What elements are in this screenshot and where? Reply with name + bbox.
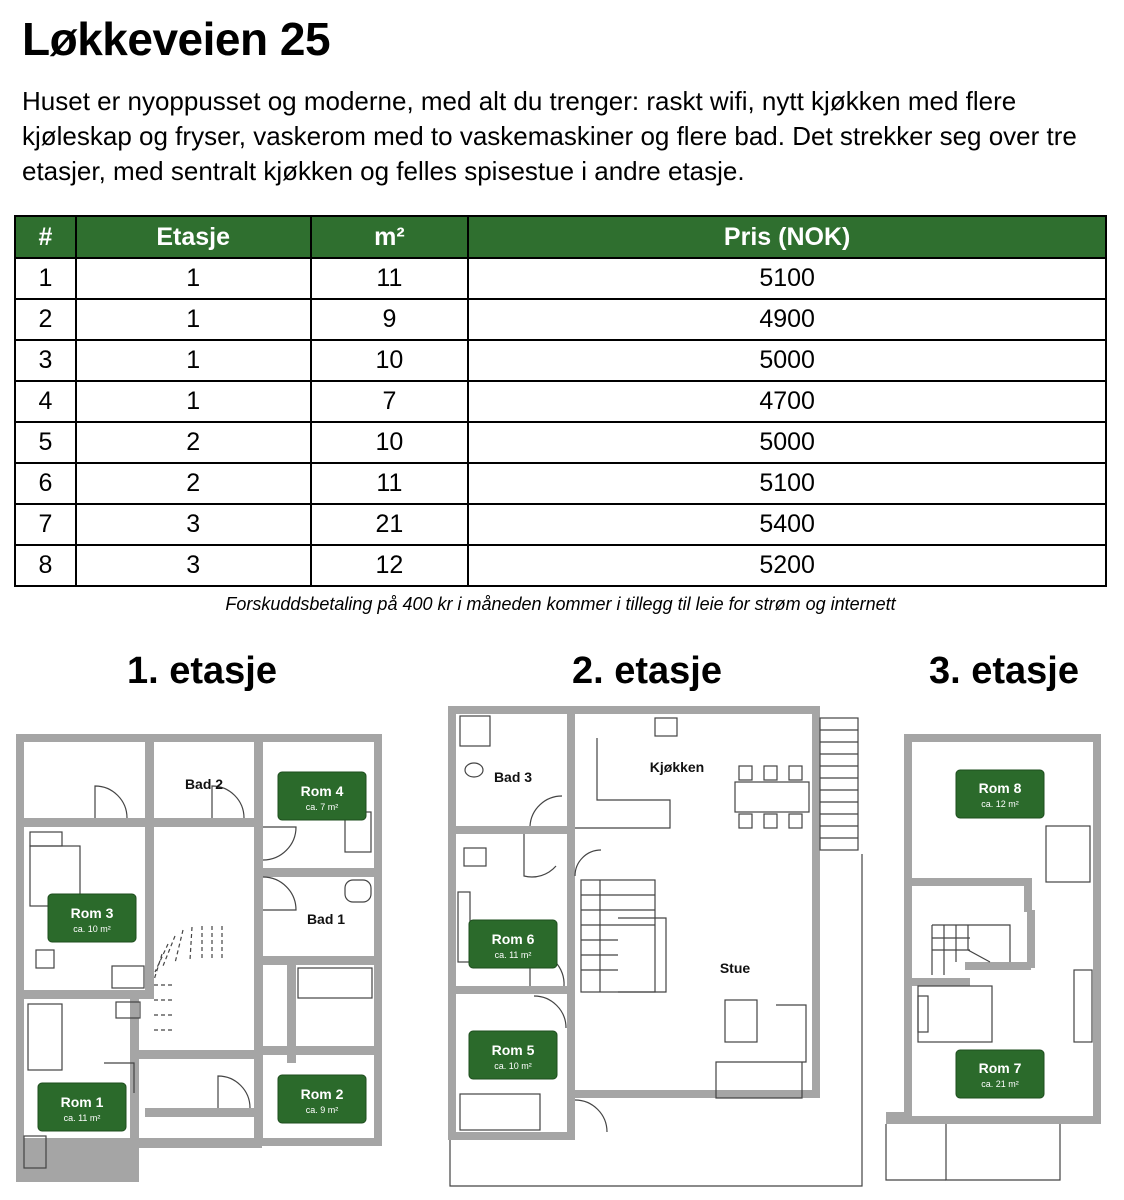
cell-price: 5000	[468, 340, 1106, 381]
cell-area: 11	[311, 258, 469, 299]
room-name: Rom 5	[491, 1042, 535, 1058]
room-area: ca. 10 m²	[494, 1061, 532, 1071]
room-label-rom4	[278, 772, 366, 820]
room-name: Rom 7	[978, 1060, 1022, 1076]
stairs-icon	[581, 880, 666, 992]
table-row	[15, 258, 1106, 299]
price-table	[14, 215, 1107, 587]
cell-number: 7	[15, 504, 76, 545]
floor-2-label-kjokken: Kjøkken	[649, 759, 705, 775]
cell-area: 10	[311, 340, 469, 381]
room-area: ca. 10 m²	[73, 924, 111, 934]
col-header-floor: Etasje	[76, 216, 311, 258]
cell-number: 3	[15, 340, 76, 381]
floor-2-label-stue: Stue	[719, 960, 751, 976]
table-row	[15, 463, 1106, 504]
cell-area: 10	[311, 422, 469, 463]
room-area: ca. 9 m²	[305, 1105, 339, 1115]
cell-floor: 1	[76, 299, 311, 340]
cell-area: 21	[311, 504, 469, 545]
room-name: Rom 8	[978, 780, 1022, 796]
cell-price: 4700	[468, 381, 1106, 422]
cell-floor: 2	[76, 463, 311, 504]
cell-number: 6	[15, 463, 76, 504]
room-area: ca. 12 m²	[981, 799, 1019, 809]
room-label-rom6	[469, 920, 557, 968]
cell-floor: 2	[76, 422, 311, 463]
cell-price: 5400	[468, 504, 1106, 545]
cell-floor: 3	[76, 545, 311, 586]
room-area: ca. 21 m²	[981, 1079, 1019, 1089]
cell-number: 4	[15, 381, 76, 422]
room-name: Rom 3	[70, 905, 114, 921]
floor-plans	[0, 700, 1124, 1200]
room-area: ca. 11 m²	[494, 950, 532, 960]
intro-paragraph: Huset er nyoppusset og moderne, med alt du trenger: raskt wifi, nytt kjøkken med flere kjøleskap og fryser, vaskerom med to vaskemaskiner og flere bad. Det strekker seg over tre etasjer, med sentralt kjøkken og felles spisestue i andre etasje.	[22, 86, 1077, 186]
cell-price: 5200	[468, 545, 1106, 586]
cell-floor: 1	[76, 340, 311, 381]
cell-floor: 1	[76, 258, 311, 299]
room-name: Rom 2	[300, 1086, 344, 1102]
room-area: ca. 11 m²	[63, 1113, 101, 1123]
table-row	[15, 299, 1106, 340]
cell-number: 1	[15, 258, 76, 299]
floor-3-plan	[886, 734, 1101, 1180]
floor-2-label-bad3: Bad 3	[493, 769, 533, 785]
room-name: Rom 4	[300, 783, 344, 799]
table-row	[15, 504, 1106, 545]
table-row	[15, 340, 1106, 381]
cell-floor: 3	[76, 504, 311, 545]
cell-number: 5	[15, 422, 76, 463]
room-name: Rom 6	[491, 931, 535, 947]
col-header-area: m²	[311, 216, 469, 258]
cell-number: 2	[15, 299, 76, 340]
col-header-number: #	[15, 216, 76, 258]
cell-area: 11	[311, 463, 469, 504]
cell-area: 9	[311, 299, 469, 340]
room-label-rom7	[956, 1050, 1044, 1098]
room-label-rom5	[469, 1031, 557, 1079]
room-label-rom8	[956, 770, 1044, 818]
room-label-rom3	[48, 894, 136, 942]
room-label-rom1	[38, 1083, 126, 1131]
table-row	[15, 422, 1106, 463]
floor-3-title: 3. etasje	[929, 650, 1079, 692]
cell-price: 5100	[468, 258, 1106, 299]
footnote: Forskuddsbetaling på 400 kr i måneden kommer i tillegg til leie for strøm og internett	[225, 594, 896, 614]
cell-price: 5100	[468, 463, 1106, 504]
floor-1-label-bad1: Bad 1	[306, 911, 346, 927]
cell-area: 12	[311, 545, 469, 586]
floor-1-title: 1. etasje	[127, 650, 277, 692]
floor-1-plan	[16, 734, 382, 1182]
cell-price: 4900	[468, 299, 1106, 340]
cell-floor: 1	[76, 381, 311, 422]
floor-1-label-bad2: Bad 2	[184, 776, 224, 792]
col-header-price: Pris (NOK)	[468, 216, 1106, 258]
cell-area: 7	[311, 381, 469, 422]
room-name: Rom 1	[60, 1094, 104, 1110]
room-area: ca. 7 m²	[305, 802, 339, 812]
table-row	[15, 381, 1106, 422]
floor-2-title: 2. etasje	[572, 650, 722, 692]
room-label-rom2	[278, 1075, 366, 1123]
table-row	[15, 545, 1106, 586]
page-title: Løkkeveien 25	[22, 13, 331, 65]
cell-number: 8	[15, 545, 76, 586]
floor-2-plan	[448, 706, 862, 1186]
stairs-icon	[154, 926, 222, 1030]
table-header-row	[15, 216, 1106, 258]
cell-price: 5000	[468, 422, 1106, 463]
